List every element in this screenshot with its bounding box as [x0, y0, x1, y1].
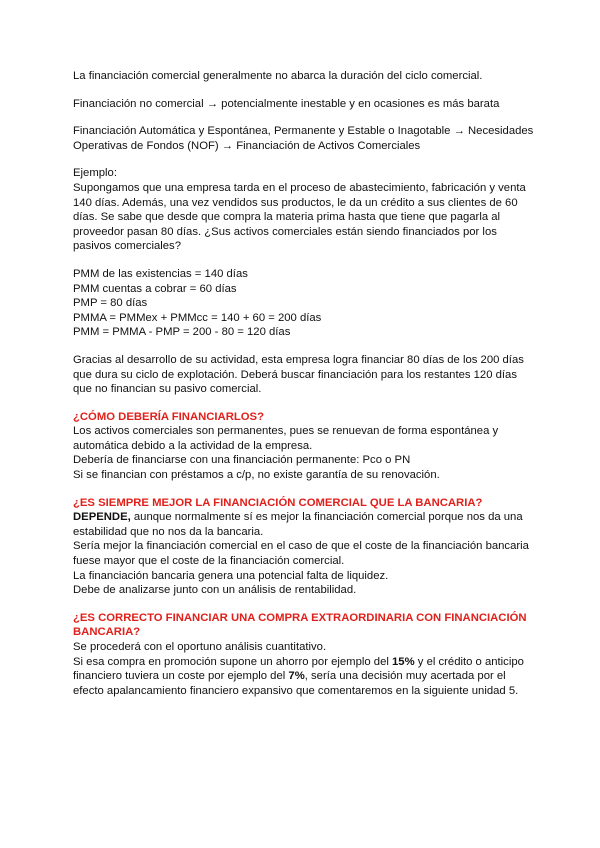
heading-compra-extraordinaria-line-1: ¿ES CORRECTO FINANCIAR UNA COMPRA EXTRAORDINARIA CON FINANCIACIÓN [73, 611, 527, 624]
section2-line-5: La financiación bancaria genera una potencial falta de liquidez. [73, 569, 389, 582]
gracias-line-3: que no financian su pasivo comercial. [73, 383, 262, 396]
calc-line-1: PMM de las existencias = 140 días [73, 267, 248, 280]
ejemplo-line-3: días. Se sabe que desde que compra la materia prima hasta que tiene que pagarla al [73, 211, 501, 224]
heading-siempre-mejor: ¿ES SIEMPRE MEJOR LA FINANCIACIÓN COMERCIAL QUE LA BANCARIA? [73, 496, 483, 509]
section2-line-3: Sería mejor la financiación comercial en el caso de que el coste de la financiación bancaria [73, 540, 529, 553]
paragraph-nof-line-2: Operativas de Fondos (NOF) → Financiación de Activos Comerciales [73, 139, 421, 152]
ejemplo-line-5: pasivos comerciales? [73, 240, 181, 253]
section3-line-3 [73, 669, 543, 684]
section3-line-2-c: y el crédito o anticipo [414, 655, 524, 668]
calc-line-4: PMMA = PMMex + PMMcc = 140 + 60 = 200 días [73, 311, 322, 324]
section1-line-4: Si se financian con préstamos a c/p, no existe garantía de su renovación. [73, 469, 440, 482]
ejemplo-line-1: Supongamos que una empresa tarda en el proceso de abastecimiento, fabricación y venta [73, 181, 526, 194]
percent-7: 7% [288, 670, 305, 683]
section3-line-2-a: Si esa compra en promoción supone un ahorro por ejemplo del [73, 655, 393, 668]
section2-line-2: estabilidad que no nos da la bancaria. [73, 525, 264, 538]
ejemplo-label: Ejemplo: [73, 167, 117, 180]
section3-line-4: efecto apalancamiento financiero expansivo que comentaremos en la siguiente unidad 5. [73, 684, 519, 697]
document-body [73, 69, 543, 698]
calc-line-2: PMM cuentas a cobrar = 60 días [73, 282, 237, 295]
section1-line-1: Los activos comerciales son permanentes, pues se renuevan de forma espontánea y [73, 425, 499, 438]
paragraph-intro: La financiación comercial generalmente no abarca la duración del ciclo comercial. [73, 70, 483, 82]
section3-line-3-a: financiero tuviera un coste por ejemplo del [73, 670, 289, 683]
section3-line-3-c: , sería una decisión muy acertada por el [304, 670, 506, 683]
section3-line-2 [73, 655, 543, 670]
ejemplo-line-2: 140 días. Además, una vez vendidos sus productos, le da un crédito a sus clientes de 60 [73, 196, 518, 209]
gracias-line-1: Gracias al desarrollo de su actividad, esta empresa logra financiar 80 días de los 200 días [73, 353, 524, 366]
depende-bold: DEPENDE, [73, 511, 131, 524]
calc-line-5: PMM = PMMA - PMP = 200 - 80 = 120 días [73, 326, 291, 339]
paragraph-no-comercial: Financiación no comercial → potencialmente inestable y en ocasiones es más barata [73, 97, 500, 110]
calc-line-3: PMP = 80 días [73, 297, 148, 310]
section2-line-1 [73, 510, 543, 525]
ejemplo-line-4: proveedor pasan 80 días. ¿Sus activos comerciales están siendo financiados por los [73, 225, 497, 238]
section3-line-1: Se procederá con el oportuno análisis cuantitativo. [73, 641, 327, 653]
heading-como-financiarlos: ¿CÓMO DEBERÍA FINANCIARLOS? [73, 410, 264, 423]
paragraph-nof-line-1: Financiación Automática y Espontánea, Permanente y Estable o Inagotable → Necesidades [73, 125, 534, 138]
section1-line-2: automática debido a la actividad de la empresa. [73, 439, 313, 452]
section2-line-4: fuese mayor que el coste de la financiación comercial. [73, 555, 345, 568]
gracias-line-2: que dura su ciclo de explotación. Deberá buscar financiación para los restantes 120 días [73, 368, 517, 381]
section1-line-3: Debería de financiarse con una financiación permanente: Pco o PN [73, 454, 411, 467]
section2-line-1-rest: aunque normalmente sí es mejor la financiación comercial porque nos da una [130, 511, 523, 524]
heading-compra-extraordinaria-line-2: BANCARIA? [73, 626, 141, 639]
percent-15: 15% [392, 655, 415, 668]
section2-line-6: Debe de analizarse junto con un análisis de rentabilidad. [73, 584, 357, 597]
